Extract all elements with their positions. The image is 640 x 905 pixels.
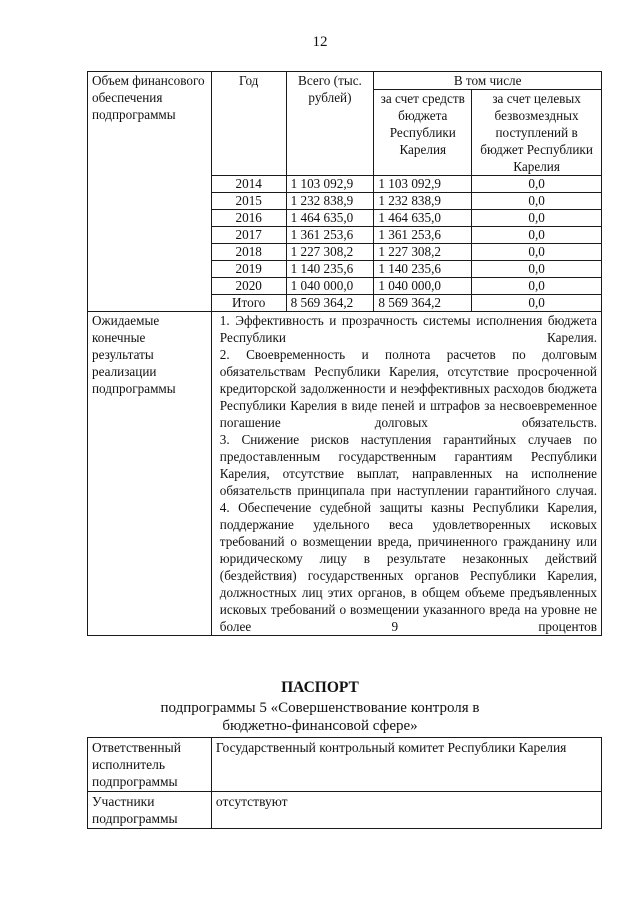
passport-subtitle-line-1: подпрограммы 5 «Совершенствование контроля в [160, 700, 480, 716]
row-budget: 1 140 235,6 [374, 261, 472, 278]
table-row [88, 176, 602, 193]
financing-table [87, 71, 602, 636]
row-total: 8 569 364,2 [286, 295, 374, 312]
row-year: 2018 [211, 244, 286, 261]
row-targeted: 0,0 [472, 244, 602, 261]
row-total: 1 040 000,0 [286, 278, 374, 295]
row-total: 1 103 092,9 [286, 176, 374, 193]
row-total: 1 227 308,2 [286, 244, 374, 261]
row-budget: 8 569 364,2 [374, 295, 472, 312]
header-total: Всего (тыс. рублей) [286, 72, 374, 176]
row-total: 1 361 253,6 [286, 227, 374, 244]
blank-cell [88, 193, 212, 210]
blank-cell [88, 244, 212, 261]
row-year: 2015 [211, 193, 286, 210]
row-budget: 1 232 838,9 [374, 193, 472, 210]
blank-cell [88, 210, 212, 227]
result-item-3: 3. Снижение рисков наступления гарантийных случаев по предоставленным государственным гарантиям Республики Карелия, отсутствие выплат, направленных на исполнение обязательств принципала при наступлении гарантийного случая. [219, 432, 597, 498]
table-row [88, 244, 602, 261]
row-budget: 1 103 092,9 [374, 176, 472, 193]
header-budget: за счет средств бюджета Республики Карелия [374, 90, 472, 176]
row-budget: 1 227 308,2 [374, 244, 472, 261]
row-targeted: 0,0 [472, 278, 602, 295]
table-row [88, 278, 602, 295]
row-year: Итого [211, 295, 286, 312]
page-number: 12 [312, 34, 328, 50]
blank-cell [88, 227, 212, 244]
financing-label: Объем финансового обеспечения подпрограммы [88, 72, 212, 176]
row-targeted: 0,0 [472, 176, 602, 193]
passport-row-label: Ответственный исполнитель подпрограммы [88, 738, 212, 792]
passport-row [88, 792, 602, 829]
passport-subtitle [0, 699, 640, 735]
row-targeted: 0,0 [472, 210, 602, 227]
passport-row-value: отсутствуют [211, 792, 601, 829]
table-row [88, 193, 602, 210]
row-year: 2017 [211, 227, 286, 244]
blank-cell [88, 176, 212, 193]
passport-row [88, 738, 602, 792]
passport-row-value: Государственный контрольный комитет Республики Карелия [211, 738, 601, 792]
header-targeted: за счет целевых безвозмездных поступлений в бюджет Республики Карелия [472, 90, 602, 176]
header-including: В том числе [374, 72, 602, 90]
row-targeted: 0,0 [472, 227, 602, 244]
table-row [88, 261, 602, 278]
blank-cell [88, 295, 212, 312]
row-budget: 1 361 253,6 [374, 227, 472, 244]
results-content [211, 312, 601, 636]
row-total: 1 140 235,6 [286, 261, 374, 278]
passport-subtitle-line-2: бюджетно-финансовой сфере» [222, 718, 418, 734]
row-targeted: 0,0 [472, 295, 602, 312]
table-row [88, 227, 602, 244]
row-total: 1 464 635,0 [286, 210, 374, 227]
row-targeted: 0,0 [472, 193, 602, 210]
header-year: Год [211, 72, 286, 176]
table-row [88, 210, 602, 227]
results-label: Ожидаемые конечные результаты реализации подпрограммы [88, 312, 212, 636]
row-total: 1 232 838,9 [286, 193, 374, 210]
result-item-4: 4. Обеспечение судебной защиты казны Республики Карелия, поддержание удельного веса удовлетворенных исковых требований о возмещении вреда, причиненного гражданину или юридическому лицу в результате незаконных действий (бездействия) государственных органов Республики Карелия, должностных лиц этих органов, в общем объеме предъявленных исковых требований о возмещении указанного вреда на уровне не более 9 процентов [219, 500, 597, 634]
passport-title: ПАСПОРТ [281, 679, 359, 696]
passport-table [87, 737, 602, 829]
row-year: 2014 [211, 176, 286, 193]
table-row-total [88, 295, 602, 312]
result-item-2: 2. Своевременность и полнота расчетов по долговым обязательствам Республики Карелия, отсутствие просроченной кредиторской задолженности и неэффективных расходов бюджета Республики Карелия в виде пеней и штрафов за несвоевременное погашение долговых обязательств. [219, 347, 597, 430]
row-year: 2020 [211, 278, 286, 295]
row-targeted: 0,0 [472, 261, 602, 278]
blank-cell [88, 261, 212, 278]
passport-row-label: Участники подпрограммы [88, 792, 212, 829]
row-year: 2016 [211, 210, 286, 227]
blank-cell [88, 278, 212, 295]
row-budget: 1 464 635,0 [374, 210, 472, 227]
row-year: 2019 [211, 261, 286, 278]
row-budget: 1 040 000,0 [374, 278, 472, 295]
result-item-1: 1. Эффективность и прозрачность системы исполнения бюджета Республики Карелия. [219, 313, 597, 345]
